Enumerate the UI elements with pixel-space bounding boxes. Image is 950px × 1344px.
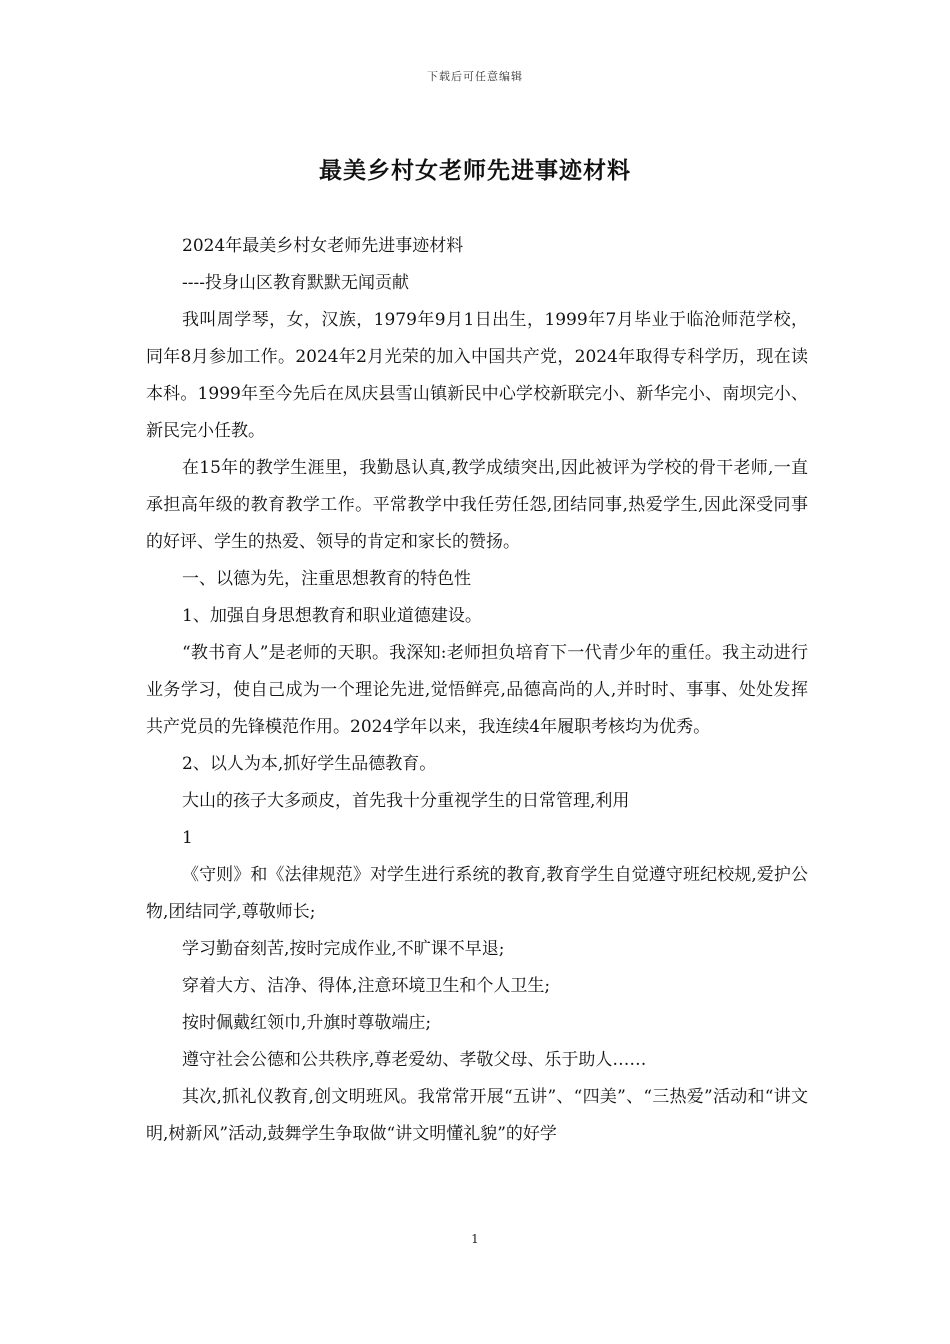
page-header-note: 下载后可任意编辑 bbox=[427, 70, 523, 83]
list-item: 按时佩戴红领巾,升旗时尊敬端庄; bbox=[182, 1013, 432, 1033]
paragraph: ----投身山区教育默默无闻贡献 bbox=[182, 273, 409, 293]
document-title: 最美乡村女老师先进事迹材料 bbox=[319, 157, 631, 184]
subsection-heading: 2、以人为本,抓好学生品德教育。 bbox=[182, 754, 437, 774]
section-heading: 一、以德为先，注重思想教育的特色性 bbox=[182, 569, 471, 589]
paragraph: 其次,抓礼仪教育,创文明班风。我常常开展“五讲”、“四美”、“三热爱”活动和“讲文明,树新风”活动,鼓舞学生争取做“讲文明懂礼貌”的好学 bbox=[146, 1087, 808, 1144]
paragraph: 我叫周学琴，女，汉族，1979年9月1日出生，1999年7月毕业于临沧师范学校，同年8月参加工作。2024年2月光荣的加入中国共产党，2024年取得专科学历，现在读本科。1999年至今先后在凤庆县雪山镇新民中心学校新联完小、新华完小、南坝完小、新民完小任教。 bbox=[146, 310, 808, 441]
paragraph: 大山的孩子大多顽皮，首先我十分重视学生的日常管理,利用 bbox=[182, 791, 630, 811]
paragraph: “教书育人”是老师的天职。我深知:老师担负培育下一代青少年的重任。我主动进行业务学习，使自己成为一个理论先进,觉悟鲜亮,品德高尚的人,并时时、事事、处处发挥共产党员的先锋模范作用。2024学年以来，我连续4年履职考核均为优秀。 bbox=[146, 643, 808, 737]
paragraph: 在15年的教学生涯里，我勤恳认真,教学成绩突出,因此被评为学校的骨干老师,一直承担高年级的教育教学工作。平常教学中我任劳任怨,团结同事,热爱学生,因此深受同事的好评、学生的热爱、领导的肯定和家长的赞扬。 bbox=[146, 458, 808, 552]
subsection-heading: 1、加强自身思想教育和职业道德建设。 bbox=[182, 606, 482, 626]
document-body bbox=[146, 228, 808, 1153]
paragraph: 2024年最美乡村女老师先进事迹材料 bbox=[182, 236, 464, 256]
page-number: 1 bbox=[471, 1232, 479, 1246]
list-item: 穿着大方、洁净、得体,注意环境卫生和个人卫生; bbox=[182, 976, 551, 996]
inline-number: 1 bbox=[182, 828, 193, 848]
list-item: 学习勤奋刻苦,按时完成作业,不旷课不早退; bbox=[182, 939, 505, 959]
list-item: 遵守社会公德和公共秩序,尊老爱幼、孝敬父母、乐于助人…… bbox=[182, 1050, 647, 1070]
paragraph: 《守则》和《法律规范》对学生进行系统的教育,教育学生自觉遵守班纪校规,爱护公物,团结同学,尊敬师长; bbox=[146, 865, 808, 922]
